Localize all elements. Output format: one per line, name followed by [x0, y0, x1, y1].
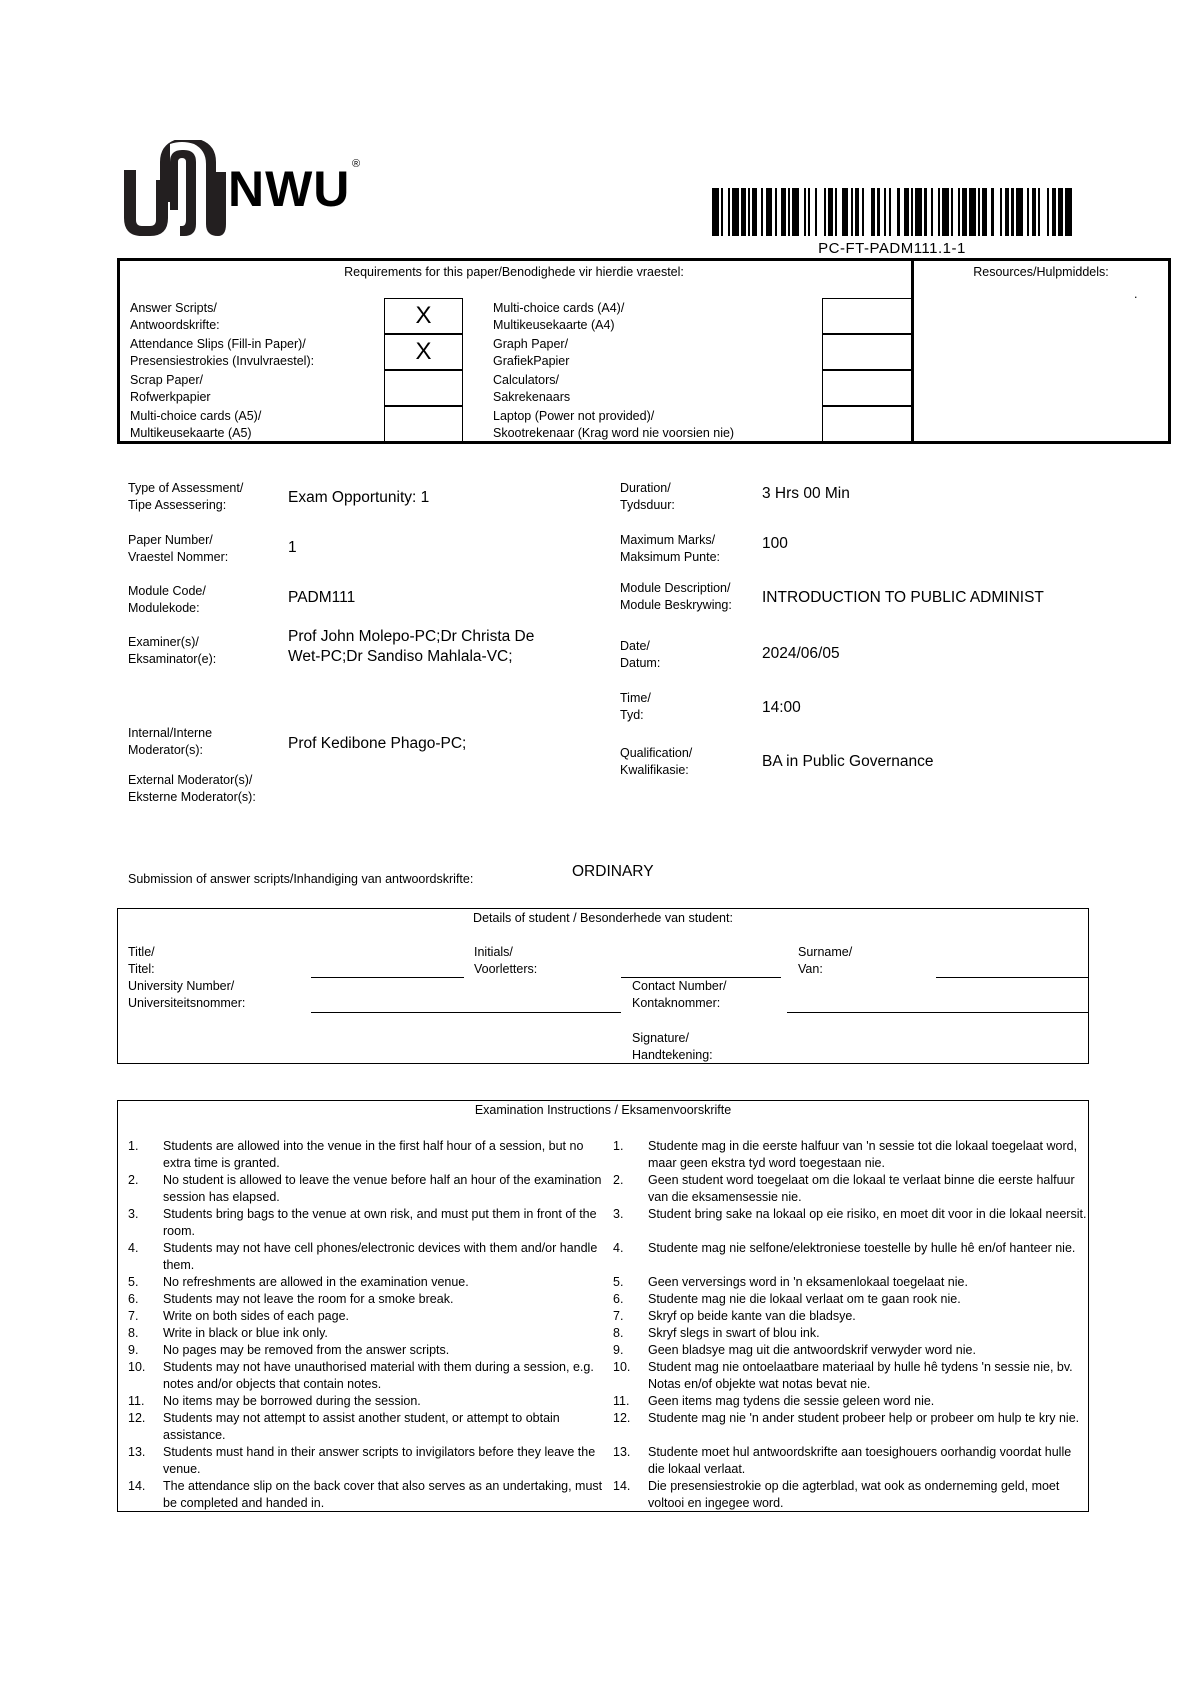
module-code-label: Module Code/ Modulekode: — [128, 584, 206, 615]
instruction-number: 10. — [613, 1360, 631, 1374]
examiner-label: Examiner(s)/ Eksaminator(e): — [128, 635, 217, 666]
instruction-number: 11. — [613, 1394, 630, 1408]
nwu-emblem-icon — [120, 140, 230, 240]
instruction-number: 11. — [128, 1394, 145, 1408]
instruction-text: Studente moet hul antwoordskrifte aan toesighouers oorhandig voordat hulle die lokaal verlaat. — [648, 1445, 1072, 1476]
left-label: Attendance Slips (Fill-in Paper)/ Presensiestrokies (Invulvraestel): — [130, 337, 315, 368]
qualification-label: Qualification/ Kwalifikasie: — [620, 746, 693, 777]
instruction-number: 8. — [128, 1326, 139, 1340]
barcode-bar — [891, 188, 898, 236]
module-description-label: Module Description/ Module Beskrywing: — [620, 581, 732, 612]
instruction-text: Geen bladsye mag uit die antwoordskrif verwyder word nie. — [648, 1343, 976, 1357]
instruction-number: 5. — [613, 1275, 624, 1289]
right-checkbox[interactable] — [822, 370, 912, 406]
right-checkbox[interactable] — [822, 298, 912, 334]
right-label: Multi-choice cards (A4)/ Multikeusekaarte (A4) — [493, 301, 625, 332]
instruction-text: Geen student word toegelaat om die lokaal te verlaat binne die eerste halfuur van die eksamensessie nie. — [648, 1173, 1075, 1204]
barcode-bar — [732, 188, 739, 236]
initials-label: Initials/ Voorletters: — [474, 945, 538, 976]
logo-wordmark: NWU — [228, 161, 351, 217]
instruction-text: The attendance slip on the back cover that also serves as an undertaking, must be completed and handed in. — [163, 1479, 603, 1510]
barcode-code: PC-FT-PADM111.1-1 — [818, 240, 966, 257]
instruction-number: 2. — [128, 1173, 139, 1187]
instruction-text: Studente mag in die eerste halfuur van 'n sessie tot die lokaal toegelaat word, maar geen ekstra tyd word toegestaan nie. — [648, 1139, 1078, 1170]
barcode-bar — [792, 188, 799, 236]
instruction-text: Students are allowed into the venue in the first half hour of a session, but no extra time is granted. — [163, 1139, 584, 1170]
instruction-number: 1. — [128, 1139, 139, 1153]
instruction-number: 8. — [613, 1326, 624, 1340]
instruction-number: 3. — [613, 1207, 624, 1221]
right-label: Graph Paper/ GrafiekPapier — [493, 337, 570, 368]
barcode-bar — [864, 188, 871, 236]
instruction-text: No student is allowed to leave the venue before half an hour of the examination session has elapsed. — [163, 1173, 602, 1204]
instruction-text: Geen items mag tydens die sessie geleen word nie. — [648, 1394, 935, 1408]
right-checkbox[interactable] — [822, 334, 912, 370]
left-checkbox[interactable]: X — [384, 298, 463, 334]
instruction-text: Students must hand in their answer scripts to invigilators before they leave the venue. — [163, 1445, 596, 1476]
instruction-number: 6. — [613, 1292, 624, 1306]
surname-label: Surname/ Van: — [798, 945, 853, 976]
module-description-value: INTRODUCTION TO PUBLIC ADMINIST — [762, 589, 1044, 606]
contact-number-label: Contact Number/ Kontaknommer: — [632, 979, 727, 1010]
instruction-text: Studente mag nie selfone/elektroniese toestelle by hulle hê en/of hanteer nie. — [648, 1241, 1076, 1255]
instruction-number: 4. — [613, 1241, 624, 1255]
title-label: Title/ Titel: — [128, 945, 155, 976]
time-value: 14:00 — [762, 699, 801, 716]
right-checkbox[interactable] — [822, 406, 912, 442]
type-of-assessment-label: Type of Assessment/ Tipe Assessering: — [128, 481, 244, 512]
registered-mark: ® — [352, 158, 361, 170]
module-code-value: PADM111 — [288, 589, 356, 606]
instruction-number: 10. — [128, 1360, 146, 1374]
instruction-text: Die presensiestrokie op die agterblad, wat ook as onderneming geld, moet voltooi en ingegee word. — [648, 1479, 1060, 1510]
instruction-text: Geen verversings word in 'n eksamenlokaal toegelaat nie. — [648, 1275, 968, 1289]
instruction-number: 3. — [128, 1207, 139, 1221]
left-checkbox[interactable]: X — [384, 334, 463, 370]
left-label: Answer Scripts/ Antwoordskrifte: — [130, 301, 220, 332]
signature-label: Signature/ Handtekening: — [632, 1031, 713, 1062]
instruction-number: 2. — [613, 1173, 624, 1187]
duration-value: 3 Hrs 00 Min — [762, 485, 850, 502]
left-label: Scrap Paper/ Rofwerkpapier — [130, 373, 211, 404]
duration-label: Duration/ Tydsduur: — [620, 481, 675, 512]
right-label: Calculators/ Sakrekenaars — [493, 373, 571, 404]
time-label: Time/ Tyd: — [620, 691, 651, 722]
instruction-text: Skryf slegs in swart of blou ink. — [648, 1326, 820, 1340]
qualification-value: BA in Public Governance — [762, 753, 934, 770]
resources-value: . — [1134, 287, 1138, 301]
barcode-bar — [1016, 188, 1023, 236]
instruction-number: 9. — [128, 1343, 139, 1357]
instruction-number: 9. — [613, 1343, 624, 1357]
instruction-number: 12. — [128, 1411, 146, 1425]
student-details-box — [117, 908, 1089, 1064]
instruction-number: 13. — [613, 1445, 631, 1459]
instruction-number: 13. — [128, 1445, 146, 1459]
instruction-text: Student mag nie ontoelaatbare materiaal by hulle hê tydens 'n sessie nie, bv. Notas en/of objekte wat notas bevat nie. — [648, 1360, 1073, 1391]
instruction-text: Studente mag nie 'n ander student probeer help or probeer om hulp te kry nie. — [648, 1411, 1080, 1425]
left-label: Multi-choice cards (A5)/ Multikeusekaarte (A5) — [130, 409, 262, 440]
resources-title: Resources/Hulpmiddels: — [973, 265, 1109, 279]
contact-number-field[interactable] — [787, 1012, 1089, 1013]
instruction-number: 6. — [128, 1292, 139, 1306]
right-label: Laptop (Power not provided)/ Skootrekenaar (Krag word nie voorsien nie) — [493, 409, 735, 440]
instruction-number: 7. — [128, 1309, 139, 1323]
instruction-text: Write in black or blue ink only. — [163, 1326, 328, 1340]
instruction-number: 14. — [613, 1479, 631, 1493]
type-of-assessment-value: Exam Opportunity: 1 — [288, 489, 430, 506]
instruction-number: 7. — [613, 1309, 624, 1323]
examiner-value-line2: Wet-PC;Dr Sandiso Mahlala-VC; — [288, 648, 513, 665]
instruction-text: No refreshments are allowed in the examination venue. — [163, 1275, 469, 1289]
submission-value: ORDINARY — [572, 863, 654, 880]
external-moderator-label: External Moderator(s)/ Eksterne Moderator(s): — [128, 773, 256, 804]
nwu-logo — [120, 140, 370, 240]
instruction-number: 14. — [128, 1479, 146, 1493]
instruction-text: Student bring sake na lokaal op eie risiko, en moet dit voor in die lokaal neersit. — [648, 1207, 1087, 1221]
instruction-number: 1. — [613, 1139, 624, 1153]
instruction-text: Studente mag nie die lokaal verlaat om te gaan rook nie. — [648, 1292, 961, 1306]
internal-moderator-value: Prof Kedibone Phago-PC; — [288, 735, 467, 752]
barcode-bar — [712, 188, 719, 236]
instruction-text: Students may not have unauthorised material with them during a session, e.g. notes and/or objects that contain notes. — [163, 1360, 594, 1391]
barcode-bar — [842, 188, 849, 236]
instruction-text: Skryf op beide kante van die bladsye. — [648, 1309, 856, 1323]
instruction-number: 4. — [128, 1241, 139, 1255]
instruction-text: Students may not attempt to assist another student, or attempt to obtain assistance. — [163, 1411, 560, 1442]
barcode — [712, 188, 1072, 236]
instruction-text: No items may be borrowed during the session. — [163, 1394, 421, 1408]
barcode-bar — [915, 188, 922, 236]
university-number-label: University Number/ Universiteitsnommer: — [128, 979, 246, 1010]
instruction-text: Students may not leave the room for a smoke break. — [163, 1292, 454, 1306]
maximum-marks-label: Maximum Marks/ Maksimum Punte: — [620, 533, 721, 564]
left-checkbox[interactable] — [384, 406, 463, 442]
university-number-field[interactable] — [311, 1012, 621, 1013]
barcode-bar — [942, 188, 949, 236]
paper-number-label: Paper Number/ Vraestel Nommer: — [128, 533, 229, 564]
student-details-title: Details of student / Besonderhede van student: — [473, 911, 733, 925]
instruction-number: 12. — [613, 1411, 631, 1425]
instructions-title: Examination Instructions / Eksamenvoorskrifte — [474, 1103, 732, 1117]
instruction-text: Students may not have cell phones/electronic devices with them and/or handle them. — [163, 1241, 598, 1272]
barcode-bar — [1065, 188, 1072, 236]
instruction-text: No pages may be removed from the answer scripts. — [163, 1343, 450, 1357]
barcode-bar — [1040, 188, 1047, 236]
date-value: 2024/06/05 — [762, 645, 840, 662]
paper-number-value: 1 — [288, 539, 297, 556]
examiner-value-line1: Prof John Molepo-PC;Dr Christa De — [288, 628, 535, 645]
barcode-bar — [994, 188, 1001, 236]
barcode-bar — [766, 188, 773, 236]
instruction-text: Students bring bags to the venue at own risk, and must put them in front of the room. — [163, 1207, 597, 1238]
date-label: Date/ Datum: — [620, 639, 661, 670]
instruction-text: Write on both sides of each page. — [163, 1309, 349, 1323]
internal-moderator-label: Internal/Interne Moderator(s): — [128, 726, 213, 757]
barcode-bar — [817, 188, 824, 236]
surname-field[interactable] — [936, 977, 1089, 978]
barcode-bar — [969, 188, 976, 236]
submission-label: Submission of answer scripts/Inhandiging van antwoordskrifte: — [128, 872, 474, 886]
requirements-title: Requirements for this paper/Benodighede vir hierdie vraestel: — [344, 265, 684, 279]
instruction-number: 5. — [128, 1275, 139, 1289]
maximum-marks-value: 100 — [762, 535, 788, 552]
left-checkbox[interactable] — [384, 370, 463, 406]
title-field[interactable] — [311, 977, 464, 978]
